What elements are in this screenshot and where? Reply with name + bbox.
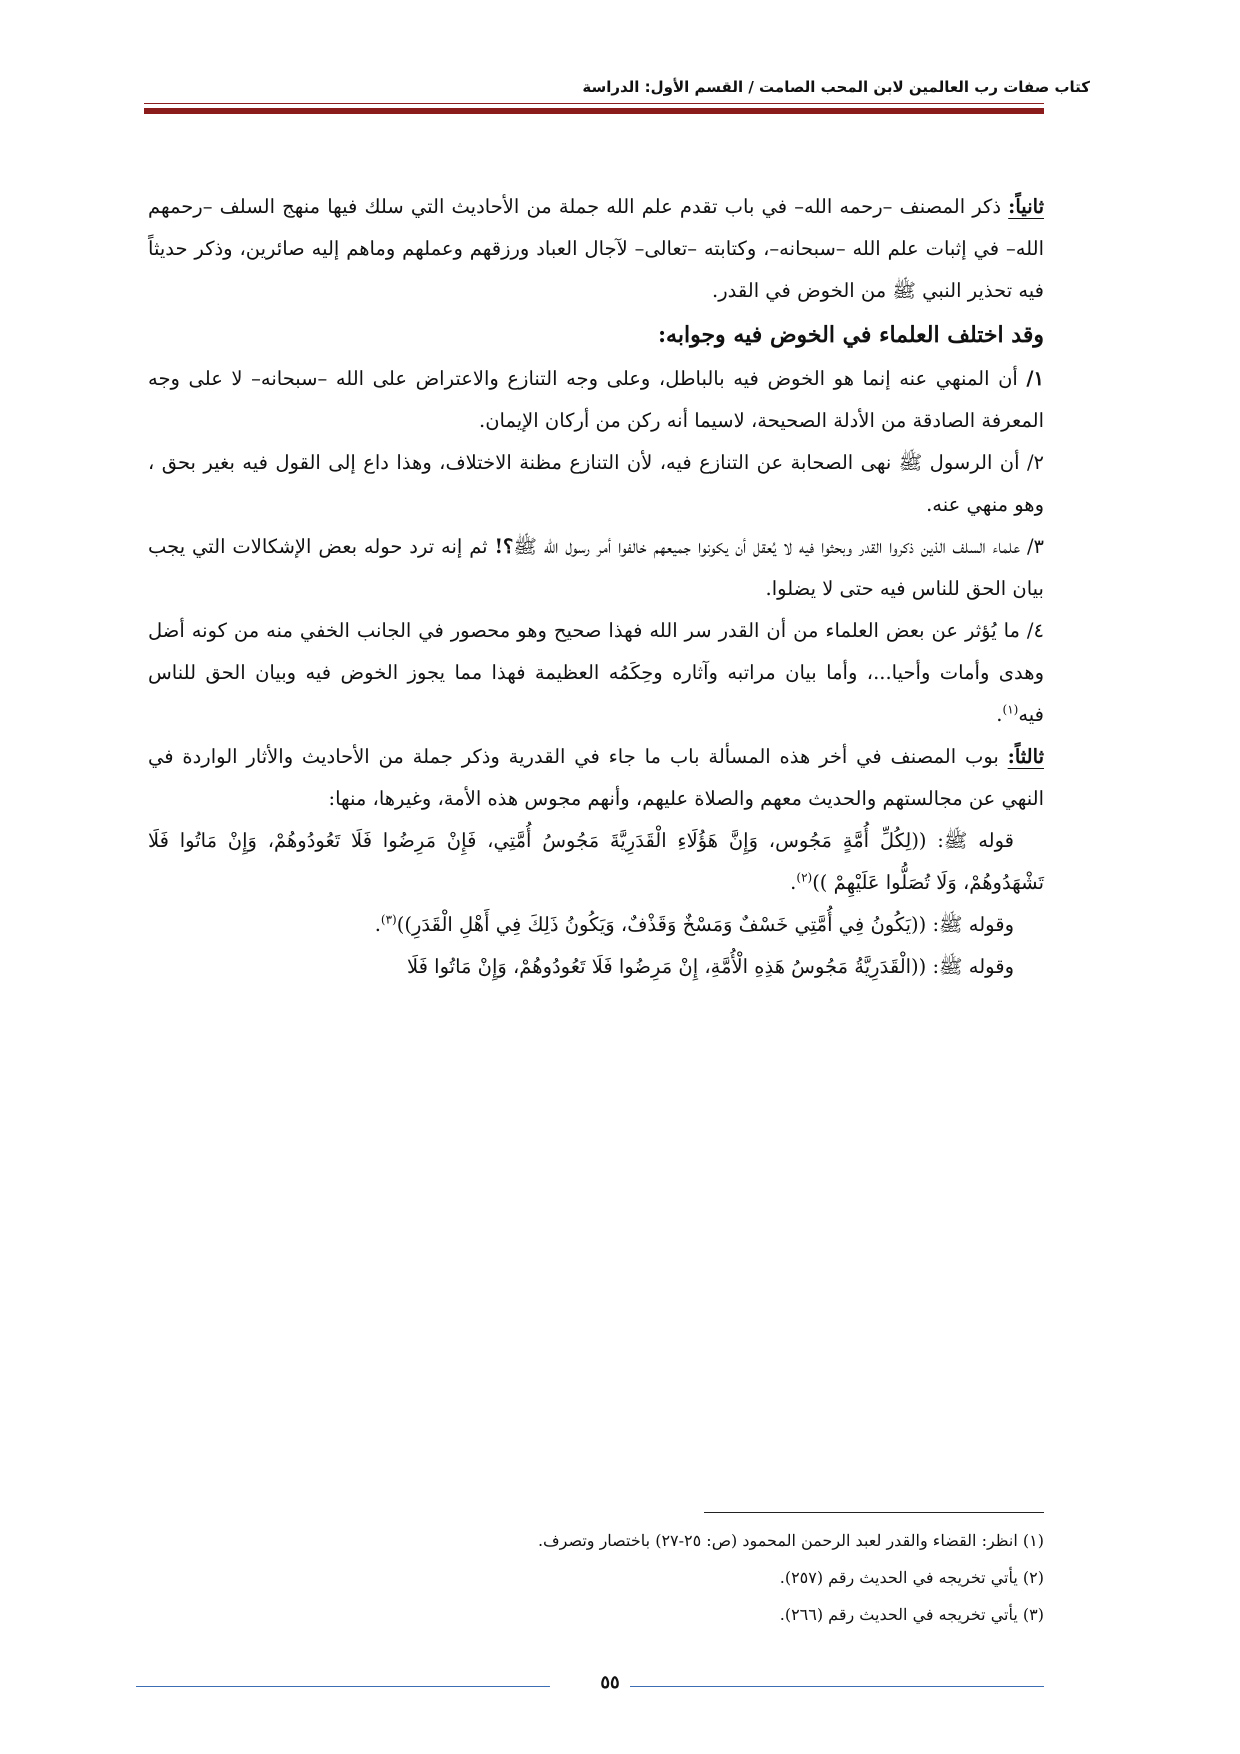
footnote-separator — [704, 1512, 1044, 1513]
footnote-3: (٣) يأتي تخريجه في الحديث رقم (٢٦٦). — [779, 1605, 1044, 1624]
hadith-quote-2 — [148, 904, 1044, 946]
list-item-2: ٢/ أن الرسول ﷺ نهى الصحابة عن التنازع فيه، لأن التنازع مظنة الاختلاف، وهذا داع إلى القول فيه بغير بحق ، وهو منهي عنه. — [148, 451, 1044, 516]
footnote-ref-1[interactable]: (١) — [1002, 702, 1019, 717]
punctuation: . — [790, 871, 797, 894]
paragraph-lead-third: ثالثاً: — [1007, 745, 1044, 768]
paragraph-text: بوب المصنف في أخر هذه المسألة باب ما جاء في القدرية وذكر جملة من الأحاديث والأثار الواردة في النهي عن مجالستهم والحديث معهم والصلاة عليهم، وأنهم مجوس هذه الأمة، وغيرها، منها: — [148, 745, 1044, 810]
paragraph-third-point — [148, 736, 1044, 820]
punctuation: . — [996, 703, 1003, 726]
list-item-4 — [148, 610, 1044, 736]
footnote-ref-2[interactable]: (٢) — [796, 870, 813, 885]
footer-rule-left — [136, 1686, 550, 1687]
list-item-text: ٤/ ما يُؤثر عن بعض العلماء من أن القدر سر الله فهذا صحيح وهو محصور في الجانب الخفي منه من كونه أضل وهدى وأمات وأحيا...، وأما بيان مراتبه وآثاره وحِكَمُه العظيمة فهذا مما يجوز الخوض فيه وبيان الحق للناس فيه — [148, 619, 1044, 726]
paragraph-lead-second: ثانياً: — [1008, 195, 1044, 218]
header-rule-thin — [144, 103, 1044, 104]
hadith-quote-1 — [148, 820, 1044, 904]
list-item-text: ثم إنه ترد حوله بعض الإشكالات التي يجب بيان الحق للناس فيه حتى لا يضلوا. — [148, 535, 1044, 600]
header-rule-thick — [144, 108, 1044, 114]
section-heading: وقد اختلف العلماء في الخوض فيه وجوابه: — [657, 322, 1044, 348]
list-item-emphasis: ؟! — [494, 535, 514, 558]
hadith-text: قوله ﷺ: ((لِكُلِّ أُمَّةٍ مَجُوس، وَإِنَّ هَؤُلَاءِ الْقَدَرِيَّةَ مَجُوسُ أُمَّتِي، فَإِنْ مَرِضُوا فَلَا تَعُودُوهُمْ، وَإِنْ مَاتُوا فَلَا تَشْهَدُوهُمْ، وَلَا تُصَلُّوا عَلَيْهِمْ )) — [148, 829, 1044, 894]
list-item-3 — [148, 526, 1044, 610]
footnotes — [148, 1522, 1044, 1633]
footnote-1: (١) انظر: القضاء والقدر لعبد الرحمن المحمود (ص: ٢٥-٢٧) باختصار وتصرف. — [537, 1531, 1044, 1550]
page-number: ٥٥ — [600, 1672, 620, 1693]
list-item-number: ١/ — [1026, 367, 1044, 390]
hadith-quote-3: وقوله ﷺ: ((الْقَدَرِيَّةُ مَجُوسُ هَذِهِ الْأُمَّةِ، إِنْ مَرِضُوا فَلَا تَعُودُوهُمْ، وَإِنْ مَاتُوا فَلَا — [407, 955, 1014, 978]
punctuation: . — [374, 913, 381, 936]
list-item-text: ٣/ علماء السلف الذين ذكروا القدر وبحثوا فيه لا يُعقل أن يكونوا جميعهم خالفوا أمر رسول الله ﷺ — [513, 535, 1044, 558]
footnote-ref-3[interactable]: (٣) — [380, 912, 397, 927]
paragraph-second-point — [148, 186, 1044, 312]
footer-rule-right — [630, 1686, 1044, 1687]
footnote-2: (٢) يأتي تخريجه في الحديث رقم (٢٥٧). — [779, 1568, 1044, 1587]
running-header-title: كتاب صفات رب العالمين لابن المحب الصامت / القسم الأول: الدراسة — [582, 78, 1090, 96]
list-item-1 — [148, 358, 1044, 442]
hadith-text: وقوله ﷺ: ((يَكُونُ فِي أُمَّتِي خَسْفٌ وَمَسْخٌ وَقَذْفٌ، وَيَكُونُ ذَلِكَ فِي أَهْلِ الْقَدَرِ)) — [396, 913, 1014, 936]
list-item-text: أن المنهي عنه إنما هو الخوض فيه بالباطل، وعلى وجه التنازع والاعتراض على الله –سبحانه– لا على وجه المعرفة الصادقة من الأدلة الصحيحة، لاسيما أنه ركن من أركان الإيمان. — [148, 367, 1044, 432]
paragraph-text: ذكر المصنف –رحمه الله– في باب تقدم علم الله جملة من الأحاديث التي سلك فيها منهج السلف –رحمهم الله– في إثبات علم الله –سبحانه–، وكتابته –تعالى– لآجال العباد ورزقهم وعملهم وماهم إليه صائرين، وذكر حديثاً فيه تحذير النبي ﷺ من الخوض في القدر. — [148, 195, 1044, 302]
main-text — [148, 186, 1044, 988]
